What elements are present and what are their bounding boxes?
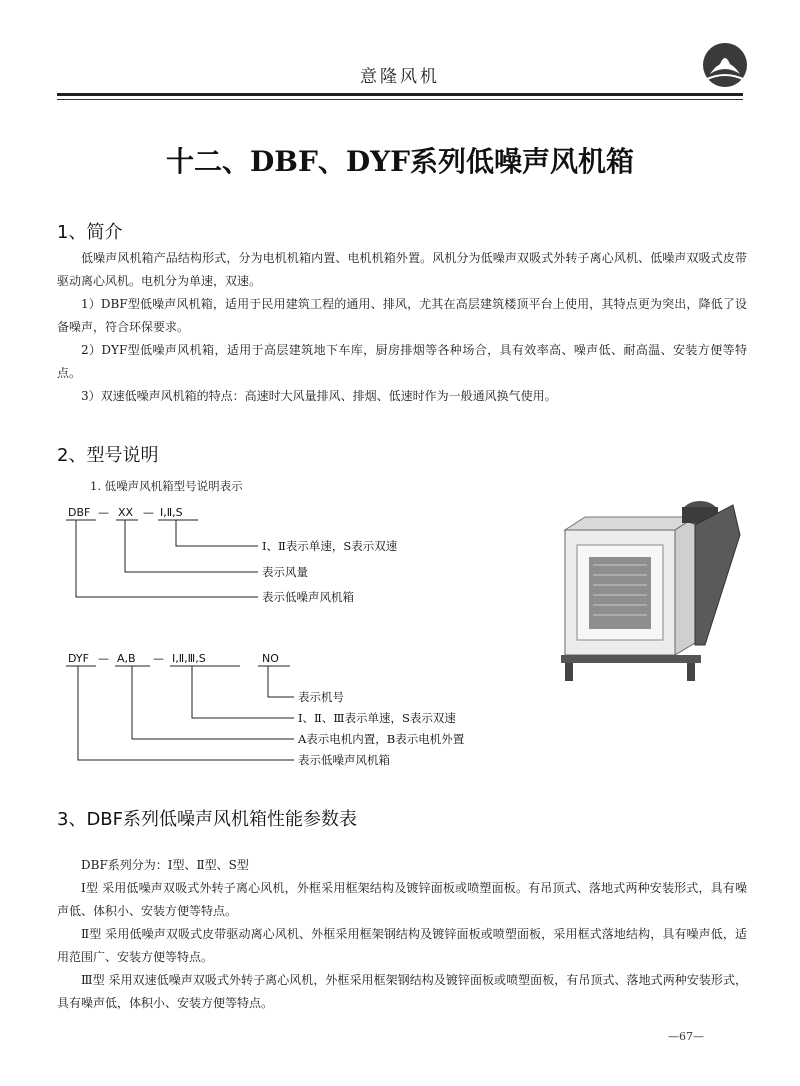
performance-type-3: Ⅲ型 采用双速低噪声双吸式外转子离心风机，外框采用框架钢结构及镀锌面板或喷塑面板，有吊顶式、落地式两种安装形式，具有噪声低，体积小、安装方便等特点。 <box>57 973 747 1010</box>
dbf-label-speed: Ⅰ、Ⅱ表示单速，S表示双速 <box>262 539 398 553</box>
document-title: 十二、DBF、DYF系列低噪声风机箱 <box>166 145 634 178</box>
dyf-code-speed: Ⅰ,Ⅱ,Ⅲ,S <box>172 652 206 665</box>
dbf-code-prefix: DBF <box>68 506 91 519</box>
dbf-code-dash-2: — <box>143 506 154 519</box>
dyf-label-speed: Ⅰ、Ⅱ、Ⅲ表示单速，S表示双速 <box>298 711 456 725</box>
header-rule-thick <box>57 93 743 96</box>
section-heading-performance: 3、DBF系列低噪声风机箱性能参数表 <box>57 809 358 830</box>
dyf-code-dash-1: — <box>98 652 109 665</box>
performance-type-2: Ⅱ型 采用低噪声双吸式皮带驱动离心风机、外框采用框架钢结构及镀锌面板或喷塑面板，采用框式落地结构，具有噪声低，适用范围广、安装方便等特点。 <box>57 927 747 964</box>
performance-intro: DBF系列分为：Ⅰ型、Ⅱ型、S型 <box>81 858 249 872</box>
dyf-code-prefix: DYF <box>68 652 89 665</box>
running-header-title: 意隆风机 <box>360 67 440 87</box>
header-rule-thin <box>57 99 743 100</box>
intro-paragraph-1: 低噪声风机箱产品结构形式，分为电机机箱内置、电机机箱外置。风机分为低噪声双吸式外转子离心风机、低噪声双吸式皮带驱动离心风机。电机分为单速，双速。 <box>57 251 747 288</box>
performance-type-1: Ⅰ型 采用低噪声双吸式外转子离心风机，外框采用框架结构及镀锌面板或喷塑面板。有吊顶式、落地式两种安装形式，具有噪声低、体积小、安装方便等特点。 <box>57 881 747 918</box>
dyf-code-motor: A,B <box>117 652 136 665</box>
dbf-code-speed: Ⅰ,Ⅱ,S <box>160 506 183 519</box>
intro-paragraph-4: 3）双速低噪声风机箱的特点：高速时大风量排风、排烟、低速时作为一般通风换气使用。 <box>81 389 557 403</box>
dbf-code-volume: XX <box>118 506 134 519</box>
section-heading-intro: 1、简介 <box>57 222 123 243</box>
dbf-label-fanbox: 表示低噪声风机箱 <box>262 590 354 604</box>
dyf-label-number: 表示机号 <box>298 690 344 704</box>
dyf-code-number: NO <box>262 652 279 665</box>
intro-paragraph-2: 1）DBF型低噪声风机箱，适用于民用建筑工程的通用、排风，尤其在高层建筑楼顶平台上使用，其特点更为突出，降低了设备噪声，符合环保要求。 <box>57 297 747 334</box>
dyf-label-fanbox: 表示低噪声风机箱 <box>298 753 390 767</box>
fan-cabinet-photo <box>555 495 745 690</box>
company-logo <box>700 40 750 90</box>
model-note: 1. 低噪声风机箱型号说明表示 <box>90 479 243 493</box>
intro-paragraph-3: 2）DYF型低噪声风机箱，适用于高层建筑地下车库，厨房排烟等各种场合，具有效率高、噪声低、耐高温、安装方便等特点。 <box>57 343 747 380</box>
section-heading-model: 2、型号说明 <box>57 445 159 466</box>
dyf-label-motor: A表示电机内置，B表示电机外置 <box>298 732 465 746</box>
page-number: —67— <box>668 1030 704 1043</box>
dbf-code-dash-1: — <box>98 506 109 519</box>
dbf-label-volume: 表示风量 <box>262 565 308 579</box>
dyf-code-dash-2: — <box>153 652 164 665</box>
